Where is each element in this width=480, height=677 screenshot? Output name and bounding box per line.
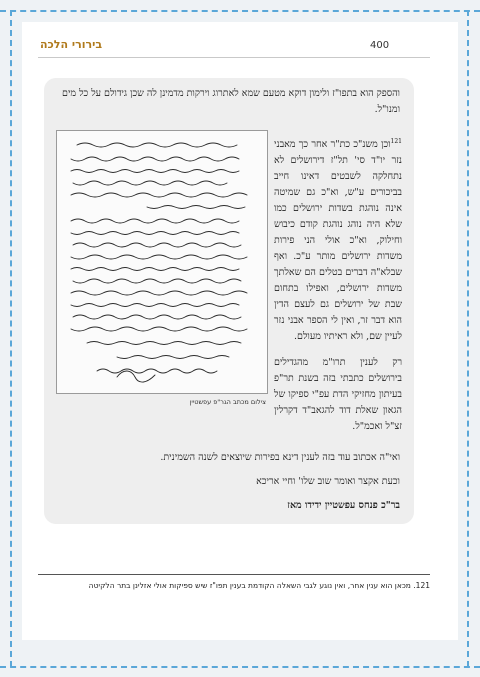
page-number: 400 [370,40,390,51]
closing-paragraph-2: וכעת אקצר ואומר שוב שלו' וחיי אריכא [256,476,400,487]
closing-paragraph-1: ואי"ה אכתוב עוד בזה לענין דינא בפירות שיוצאים לשנה השמינית. [160,452,400,463]
page-border-bottom [0,666,480,668]
book-page [22,22,458,640]
header-divider [38,57,430,58]
column-paragraph-1 [274,134,402,345]
footnote-divider [38,574,430,575]
letter-quote-box [44,78,414,524]
handwritten-letter-image [56,130,268,394]
intro-paragraph: והספק הוא בתפו"ז ולימון דוקא מטעם שמא לאתרוג וירקות מדמינן לה שכן גידולם על כל מים ומנו"ל. [62,88,400,115]
column-paragraph-2: רק לענין תרו"מ מהגדילים בירושלים כתבתי בזה בשנת תר"פ בעיתון מחזיקי הדת עפ"י ספיקו של הגאון שאלת דוד להגאב"ד דקרלין זצ"ל ואכמ"ל. [274,357,402,433]
signature-line: בר"כ פנחס עפשטיין ידידו מאז [287,500,400,511]
footnote-text: מכאן הוא ענין אחר, ואין נוגע לגבי השאלה הקודמת בענין תפו"ז שיש ספיקות אולי אזלינן בתר הלקיטה [88,581,411,590]
page-border-left [10,10,12,667]
footnote-number: 121. [413,581,430,590]
footnote [38,580,430,592]
text-column [274,134,402,445]
image-caption: צילום מכתב הגר"פ עפשטיין [189,398,266,406]
running-title: בירורי הלכה [40,38,103,51]
footnote-marker[interactable]: 121 [390,138,402,145]
column-paragraph-1-text: וכן משנ"כ כת"ר אחר כך מאבני נזר יו"ד סי' תל"ז דירושלים לא נתחלקה לשבטים דאינו חייב בביכורים ע"ש, וא"כ גם שמיטה אינה נוהגת בשדות ירושלים כמו שלא היה נוהג נוהגת קודם כיבוש וחילוק, וא"כ אולי הני פירות משדות ירושלים מותר ע"כ. ואף שבלא"ה דברים בטלים הם שאלתך משדות ירושלים, ואפילו בתחום שבת של ירושלים גם לעצם הדין הוא דבר זר, ואין לי הספר אבני נזר לעיין שם, ולא ראיתיו מעולם. [274,139,402,343]
page-border-right [467,10,469,667]
page-border-top [0,10,480,12]
handwriting-scribbles [57,131,267,393]
